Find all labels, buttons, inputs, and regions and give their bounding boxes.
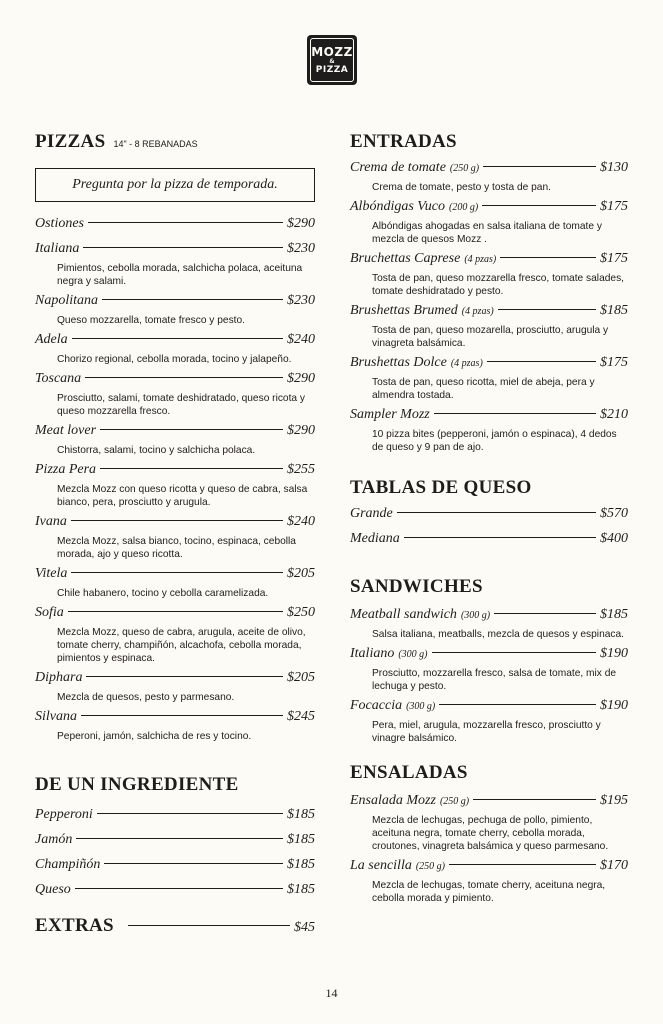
menu-item — [35, 293, 315, 327]
menu-item — [350, 646, 628, 693]
menu-item-price: $290 — [287, 216, 315, 231]
entradas-list — [350, 160, 628, 454]
menu-item-price: $570 — [600, 506, 628, 521]
menu-item-price: $175 — [600, 251, 628, 266]
menu-item-row — [350, 531, 628, 551]
menu-item-name: Meat lover — [35, 423, 97, 438]
menu-item-name: Brushettas Brumed — [350, 303, 458, 318]
dotted-leader — [81, 715, 283, 716]
menu-item-weight: (4 pzas) — [461, 306, 494, 317]
sandwiches-title: SANDWICHES — [350, 576, 483, 597]
menu-item-price: $190 — [600, 698, 628, 713]
dotted-leader — [404, 537, 596, 538]
menu-item — [350, 355, 628, 402]
menu-item-price: $205 — [287, 566, 315, 581]
menu-item-name: Ensalada Mozz — [350, 793, 436, 808]
menu-item-row — [350, 506, 628, 526]
menu-item-name: Silvana — [35, 709, 77, 724]
menu-item — [35, 670, 315, 704]
menu-item-name: Diphara — [35, 670, 83, 685]
menu-item-name: Focaccia — [350, 698, 403, 713]
menu-item-row — [350, 199, 628, 219]
menu-item-price: $175 — [600, 199, 628, 214]
ensaladas-title: ENSALADAS — [350, 762, 468, 783]
extras-row — [35, 914, 315, 938]
menu-item-description: Peperoni, jamón, salchicha de res y tocino. — [57, 731, 252, 742]
menu-item — [35, 514, 315, 561]
menu-item-description: Pera, miel, arugula, mozzarella fresco, prosciutto y vinagre balsámico. — [372, 720, 601, 744]
menu-item-price: $190 — [600, 646, 628, 661]
menu-item-row — [350, 251, 628, 271]
logo-line-3: PIZZA — [315, 64, 349, 75]
menu-item-name: Meatball sandwich — [350, 607, 457, 622]
menu-item-price: $290 — [287, 423, 315, 438]
mozz-pizza-logo — [307, 35, 357, 85]
menu-item — [35, 216, 315, 236]
menu-item-name: Pizza Pera — [35, 462, 97, 477]
menu-item-row — [35, 670, 315, 690]
menu-item-name: Pepperoni — [35, 807, 93, 822]
dotted-leader — [483, 166, 596, 167]
menu-item-name: Ostiones — [35, 216, 84, 231]
menu-item — [350, 793, 628, 853]
dotted-leader — [102, 299, 283, 300]
menu-item — [35, 882, 315, 902]
menu-item-row — [35, 332, 315, 352]
menu-item — [350, 531, 628, 551]
extras-title: EXTRAS — [35, 915, 114, 936]
menu-item-row — [35, 241, 315, 261]
menu-item — [35, 462, 315, 509]
dotted-leader — [100, 429, 283, 430]
menu-item — [350, 506, 628, 526]
menu-item-row — [350, 646, 628, 666]
menu-item — [35, 566, 315, 600]
menu-item — [350, 303, 628, 350]
menu-item-name: Queso — [35, 882, 71, 897]
menu-item-description: Albóndigas ahogadas en salsa italiana de tomate y mezcla de quesos Mozz . — [372, 221, 602, 245]
entradas-title: ENTRADAS — [350, 131, 457, 152]
menu-item-weight: (4 pzas) — [450, 358, 483, 369]
menu-item — [35, 423, 315, 457]
ingrediente-list — [35, 807, 315, 902]
menu-item-name: Grande — [350, 506, 393, 521]
menu-item — [35, 709, 315, 743]
menu-item-row — [35, 462, 315, 482]
menu-item-price: $230 — [287, 241, 315, 256]
pizzas-size-note: 14" - 8 REBANADAS — [113, 139, 198, 149]
page-number: 14 — [325, 986, 338, 1000]
menu-item — [35, 371, 315, 418]
dotted-leader — [432, 652, 596, 653]
dotted-leader — [482, 205, 596, 206]
pizzas-title — [35, 130, 315, 156]
menu-item-price: $230 — [287, 293, 315, 308]
menu-item-description: Chile habanero, tocino y cebolla caramelizada. — [57, 588, 269, 599]
menu-item-description: Queso mozzarella, tomate fresco y pesto. — [57, 315, 245, 326]
menu-item-description: 10 pizza bites (pepperoni, jamón o espinaca), 4 dedos de queso y 9 pan de ajo. — [372, 429, 617, 453]
menu-item-row — [350, 160, 628, 180]
menu-item-name: Ivana — [35, 514, 67, 529]
menu-item-description: Crema de tomate, pesto y tosta de pan. — [372, 182, 551, 193]
dotted-leader — [397, 512, 596, 513]
menu-item-description: Mezcla Mozz, salsa bianco, tocino, espinaca, cebolla morada, ajo y queso ricotta. — [57, 536, 296, 560]
menu-item-price: $400 — [600, 531, 628, 546]
dotted-leader — [473, 799, 596, 800]
dotted-leader — [434, 413, 596, 414]
menu-item-name: Champiñón — [35, 857, 101, 872]
menu-item-row — [35, 709, 315, 729]
menu-item-price: $245 — [287, 709, 315, 724]
menu-item-name: Italiano — [350, 646, 395, 661]
menu-item-description: Salsa italiana, meatballs, mezcla de quesos y espinaca. — [372, 629, 624, 640]
menu-item-row — [35, 423, 315, 443]
tablas-title: TABLAS DE QUESO — [350, 477, 532, 498]
menu-item-row — [35, 293, 315, 313]
dotted-leader — [439, 704, 596, 705]
menu-item-price: $185 — [287, 807, 315, 822]
menu-item-name: La sencilla — [350, 858, 412, 873]
menu-item-price: $175 — [600, 355, 628, 370]
menu-item — [35, 332, 315, 366]
menu-item-description: Prosciutto, salami, tomate deshidratado, queso ricota y queso mozzarella fresco. — [57, 393, 306, 417]
menu-item — [350, 698, 628, 745]
logo-line-2: & — [329, 57, 335, 65]
menu-item-name: Mediana — [350, 531, 400, 546]
menu-item-weight: (250 g) — [439, 796, 470, 807]
dotted-leader — [86, 676, 283, 677]
menu-item-row — [350, 407, 628, 427]
menu-item-description: Tosta de pan, queso mozarella, prosciutto, arugula y vinagreta balsámica. — [372, 325, 609, 349]
menu-item-row — [35, 605, 315, 625]
menu-item — [350, 251, 628, 298]
menu-item-name: Italiana — [35, 241, 80, 256]
menu-item-weight: (300 g) — [460, 610, 491, 621]
dotted-leader — [500, 257, 596, 258]
menu-item — [35, 807, 315, 827]
menu-item-description: Mezcla Mozz, queso de cabra, arugula, aceite de olivo, tomate cherry, champiñón, alcachofa, cebolla morada, pimientos y espinaca. — [57, 627, 306, 664]
menu-item-description: Tosta de pan, queso mozzarella fresco, tomate salades, tomate deshidratado y pesto. — [372, 273, 624, 297]
menu-item-row — [35, 566, 315, 586]
menu-item-weight: (300 g) — [398, 649, 428, 660]
menu-item-weight: (4 pzas) — [464, 254, 497, 265]
menu-item-row — [35, 371, 315, 391]
menu-item-name: Jamón — [35, 832, 73, 847]
menu-item-price: $185 — [287, 857, 315, 872]
logo-line-1: MOZZ — [311, 44, 353, 59]
dotted-leader — [494, 613, 596, 614]
menu-item-name: Bruchettas Caprese — [350, 251, 461, 266]
menu-item-description: Mezcla Mozz con queso ricotta y queso de cabra, salsa bianco, pera, prosciutto y arugula. — [57, 484, 308, 508]
menu-item-description: Mezcla de lechugas, tomate cherry, aceituna negra, cebolla morada y pimiento. — [372, 880, 606, 904]
pizzas-title-text: PIZZAS — [35, 131, 106, 152]
menu-item-price: $240 — [287, 514, 315, 529]
menu-item-row — [350, 303, 628, 323]
dotted-leader — [72, 338, 283, 339]
menu-item-description: Chorizo regional, cebolla morada, tocino y jalapeño. — [57, 354, 292, 365]
pizza-list — [35, 216, 315, 743]
menu-item-price: $170 — [600, 858, 628, 873]
dotted-leader — [100, 468, 283, 469]
menu-item-row — [350, 698, 628, 718]
left-column — [35, 130, 315, 938]
menu-item-row — [35, 514, 315, 534]
menu-item-weight: (200 g) — [449, 202, 479, 213]
menu-item-price: $185 — [287, 832, 315, 847]
dotted-leader — [71, 520, 283, 521]
menu-item-row — [350, 355, 628, 375]
dotted-leader — [104, 863, 283, 864]
menu-item-price: $240 — [287, 332, 315, 347]
menu-item-name: Brushettas Dolce — [350, 355, 447, 370]
menu-item-row — [350, 793, 628, 813]
menu-item-description: Tosta de pan, queso ricotta, miel de abeja, pera y almendra tostada. — [372, 377, 595, 401]
menu-item-row — [35, 832, 315, 852]
menu-item-price: $290 — [287, 371, 315, 386]
extras-price: $45 — [294, 920, 315, 935]
menu-item-price: $255 — [287, 462, 315, 477]
menu-item-name: Toscana — [35, 371, 82, 386]
menu-item-weight: (250 g) — [415, 861, 446, 872]
menu-item — [35, 605, 315, 665]
menu-item-price: $185 — [600, 303, 628, 318]
dotted-leader — [68, 611, 283, 612]
dotted-leader — [97, 813, 283, 814]
tablas-list — [350, 506, 628, 551]
dotted-leader — [85, 377, 283, 378]
menu-item-price: $185 — [600, 607, 628, 622]
dotted-leader — [88, 222, 283, 223]
dotted-leader — [449, 864, 596, 865]
right-column — [350, 130, 628, 910]
menu-item-description: Mezcla de lechugas, pechuga de pollo, pimiento, aceituna negra, tomate cherry, cebolla morada, croutones, vinagreta balsámica y queso parmesano. — [372, 815, 609, 852]
menu-item — [350, 160, 628, 194]
menu-item-price: $205 — [287, 670, 315, 685]
menu-item-price: $130 — [600, 160, 628, 175]
menu-item-row — [35, 882, 315, 902]
menu-item-description: Mezcla de quesos, pesto y parmesano. — [57, 692, 235, 703]
menu-item-name: Vitela — [35, 566, 68, 581]
dotted-leader — [71, 572, 283, 573]
dotted-leader — [487, 361, 596, 362]
menu-item — [35, 241, 315, 288]
menu-item-weight: (250 g) — [449, 163, 480, 174]
menu-item — [35, 857, 315, 877]
sandwiches-list — [350, 607, 628, 745]
extras-leader — [128, 925, 290, 926]
menu-item — [350, 407, 628, 454]
menu-item — [350, 607, 628, 641]
menu-item-row — [35, 807, 315, 827]
menu-item-description: Chistorra, salami, tocino y salchicha polaca. — [57, 445, 256, 456]
menu-item-row — [35, 216, 315, 236]
menu-item-description: Prosciutto, mozzarella fresco, salsa de tomate, mix de lechuga y pesto. — [372, 668, 617, 692]
menu-item-row — [350, 858, 628, 878]
menu-item — [350, 199, 628, 246]
menu-item-name: Sampler Mozz — [350, 407, 430, 422]
menu-item — [35, 832, 315, 852]
menu-item-price: $185 — [287, 882, 315, 897]
menu-item-name: Crema de tomate — [350, 160, 446, 175]
menu-item — [350, 858, 628, 905]
menu-item-description: Pimientos, cebolla morada, salchicha polaca, aceituna negra y salami. — [57, 263, 303, 287]
ensaladas-list — [350, 793, 628, 905]
menu-item-row — [350, 607, 628, 627]
menu-item-name: Sofia — [35, 605, 64, 620]
dotted-leader — [76, 838, 283, 839]
menu-item-name: Napolitana — [35, 293, 99, 308]
menu-item-row — [35, 857, 315, 877]
menu-item-price: $210 — [600, 407, 628, 422]
dotted-leader — [83, 247, 283, 248]
menu-item-name: Adela — [35, 332, 68, 347]
menu-item-price: $250 — [287, 605, 315, 620]
logo-frame — [310, 38, 354, 82]
ingrediente-title: DE UN INGREDIENTE — [35, 774, 239, 795]
seasonal-pizza-promo: Pregunta por la pizza de temporada. — [35, 168, 315, 202]
menu-item-name: Albóndigas Vuco — [350, 199, 446, 214]
menu-item-weight: (300 g) — [406, 701, 436, 712]
dotted-leader — [498, 309, 596, 310]
menu-item-price: $195 — [600, 793, 628, 808]
dotted-leader — [75, 888, 283, 889]
